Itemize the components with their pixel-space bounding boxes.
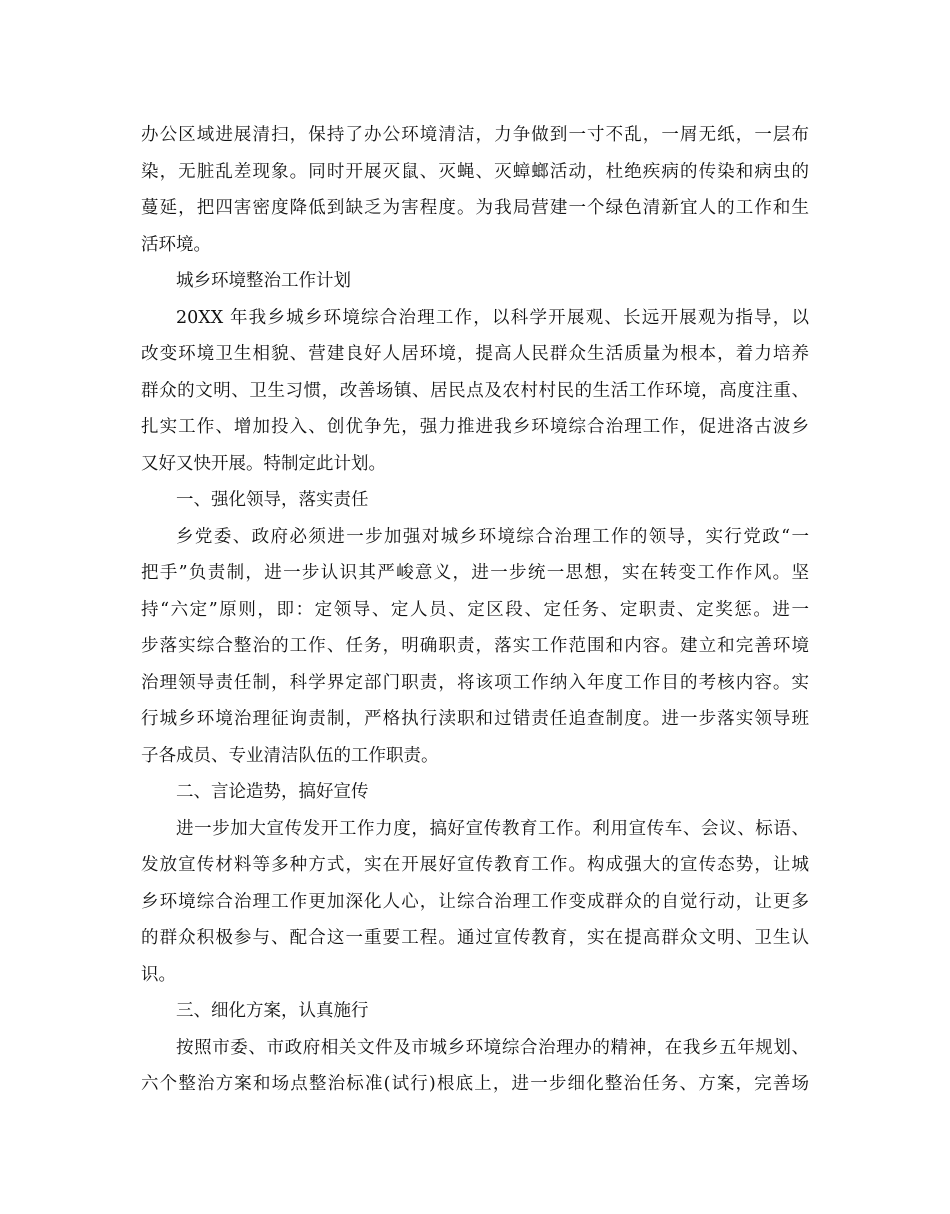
text-line: 染，无脏乱差现象。同时开展灭鼠、灭蝇、灭蟑螂活动，杜绝疾病的传染和病虫的 [141,161,809,182]
text-line: 发放宣传材料等多种方式，实在开展好宣传教育工作。构成强大的宣传态势，让城 [141,855,809,875]
text-line: 蔓延，把四害密度降低到缺乏为害程度。为我局营建一个绿色清新宜人的工作和生 [141,198,809,218]
text-line: 扎实工作、增加投入、创优争先，强力推进我乡环境综合治理工作，促进洛古波乡 [141,417,809,437]
text-line: 20XX 年我乡城乡环境综合治理工作，以科学开展观、长远开展观为指导，以 [176,307,809,328]
text-line: 子各成员、专业清洁队伍的工作职责。 [141,745,439,766]
text-line: 一、强化领导，落实责任 [176,490,369,510]
text-line: 把手”负责制，进一步认识其严峻意义，进一步统一思想，实在转变工作作风。坚 [141,563,809,583]
text-line: 乡环境综合治理工作更加深化人心，让综合治理工作变成群众的自觉行动，让更多 [141,891,809,912]
text-line: 行城乡环境治理征询责制，严格执行渎职和过错责任追查制度。进一步落实领导班 [141,709,809,729]
text-line: 又好又快开展。特制定此计划。 [141,453,386,474]
text-line: 持“六定”原则，即：定领导、定人员、定区段、定任务、定职责、定奖惩。进一 [141,599,809,620]
text-line: 治理领导责任制，科学界定部门职责，将该项工作纳入年度工作目的考核内容。实 [141,672,809,693]
text-line: 城乡环境整治工作计划 [176,271,351,291]
text-line: 活环境。 [141,234,211,255]
text-line: 按照市委、市政府相关文件及市城乡环境综合治理办的精神，在我乡五年规划、 [176,1037,809,1058]
text-line: 的群众积极参与、配合这一重要工程。通过宣传教育，实在提高群众文明、卫生认 [141,928,809,948]
text-line: 乡党委、政府必须进一步加强对城乡环境综合治理工作的领导，实行党政“一 [176,526,809,547]
text-line: 六个整治方案和场点整治标准(试行)根底上，进一步细化整治任务、方案，完善场 [141,1074,809,1094]
text-line: 二、言论造势，搞好宣传 [176,782,369,802]
text-line: 改变环境卫生相貌、营建良好人居环境，提高人民群众生活质量为根本，着力培养 [141,344,809,364]
document-body [141,117,809,1103]
text-line: 群众的文明、卫生习惯，改善场镇、居民点及农村村民的生活工作环境，高度注重、 [141,380,809,401]
text-line: 识。 [141,964,176,985]
text-line: 三、细化方案，认真施行 [176,1001,369,1021]
text-line: 进一步加大宣传发开工作力度，搞好宣传教育工作。利用宣传车、会议、标语、 [176,818,809,839]
text-line: 步落实综合整治的工作、任务，明确职责，落实工作范围和内容。建立和完善环境 [141,636,809,656]
text-line: 办公区域进展清扫，保持了办公环境清洁，力争做到一寸不乱，一屑无纸，一层布 [141,125,809,145]
